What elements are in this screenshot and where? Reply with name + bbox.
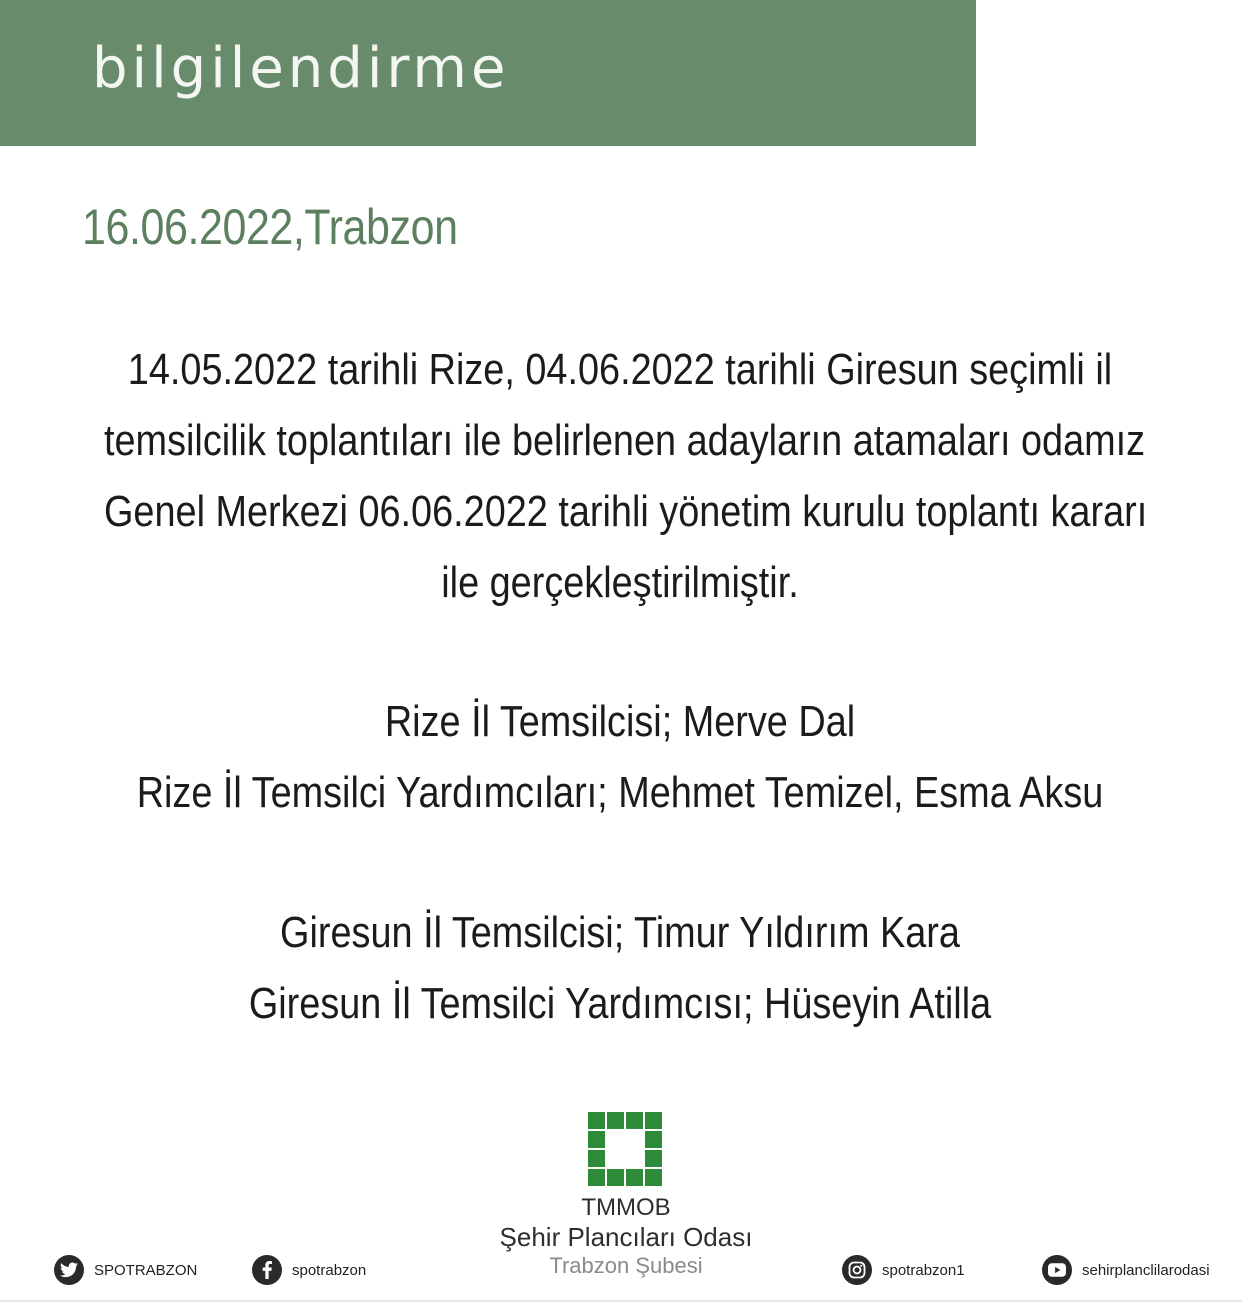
giresun-representatives (20, 897, 1220, 1039)
instagram-handle: spotrabzon1 (882, 1261, 965, 1279)
tmmob-spo-logo (588, 1112, 662, 1186)
header-title: bilgilendirme (92, 36, 510, 101)
date-location: 16.06.2022,Trabzon (82, 199, 458, 255)
facebook-icon (252, 1255, 282, 1285)
org-full-name: Şehir Plancıları Odası (499, 1222, 753, 1252)
rize-deputies: Rize İl Temsilci Yardımcıları; Mehmet Temizel, Esma Aksu (136, 768, 1104, 817)
social-facebook[interactable] (252, 1253, 366, 1287)
announcement-line: Genel Merkezi 06.06.2022 tarihli yönetim kurulu toplantı kararı (104, 487, 1148, 536)
org-short-name: TMMOB (581, 1194, 671, 1221)
youtube-icon (1042, 1255, 1072, 1285)
twitter-handle: SPOTRABZON (94, 1261, 198, 1279)
social-twitter[interactable] (54, 1253, 197, 1287)
giresun-representative: Giresun İl Temsilcisi; Timur Yıldırım Kara (280, 908, 960, 957)
announcement-line: temsilcilik toplantıları ile belirlenen adayların atamaları odamız (104, 416, 1146, 465)
announcement-line: ile gerçekleştirilmiştir. (441, 558, 799, 607)
rize-representative: Rize İl Temsilcisi; Merve Dal (384, 697, 856, 746)
social-instagram[interactable] (842, 1253, 965, 1287)
facebook-handle: spotrabzon (292, 1261, 367, 1279)
instagram-icon (842, 1255, 872, 1285)
bottom-divider (0, 1300, 1242, 1302)
org-branch: Trabzon Şubesi (549, 1253, 703, 1278)
social-youtube[interactable] (1042, 1253, 1210, 1287)
announcement-paragraph (20, 334, 1220, 618)
rize-representatives (20, 686, 1220, 828)
giresun-deputy: Giresun İl Temsilci Yardımcısı; Hüseyin Atilla (248, 979, 992, 1028)
header-band (0, 0, 976, 146)
twitter-icon (54, 1255, 84, 1285)
announcement-line: 14.05.2022 tarihli Rize, 04.06.2022 tarihli Giresun seçimli il (127, 345, 1113, 394)
youtube-handle: sehirplanclilarodasi (1082, 1261, 1210, 1279)
organization-block (446, 1194, 806, 1280)
